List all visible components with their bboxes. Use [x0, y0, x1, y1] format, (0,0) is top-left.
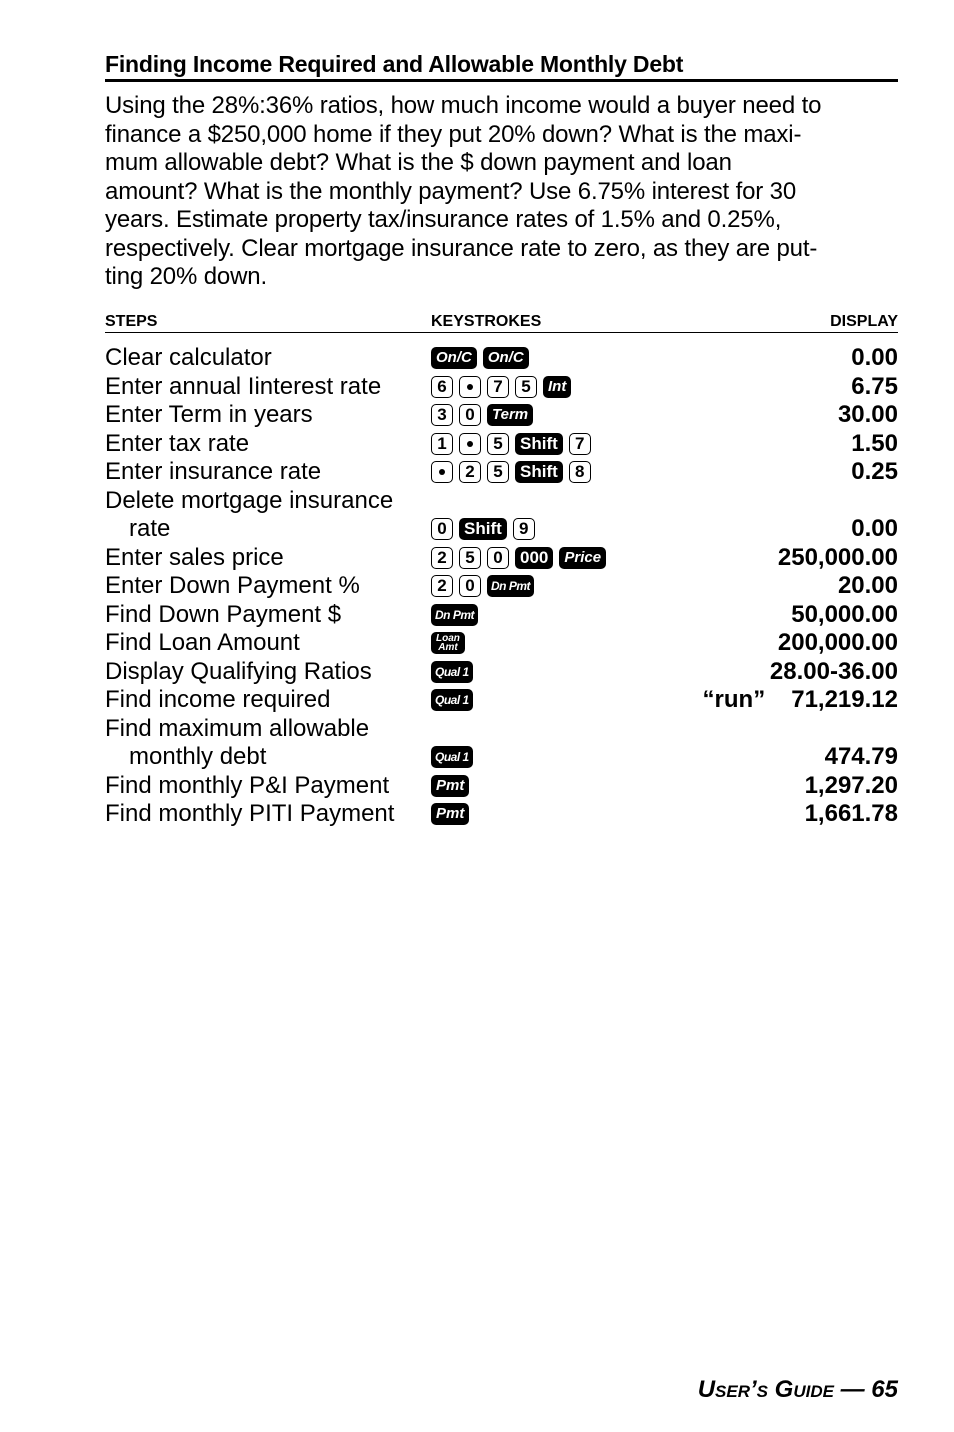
section-title: Finding Income Required and Allowable Monthly Debt — [105, 50, 898, 82]
digit-7-key-icon: 7 — [487, 376, 509, 398]
keystrokes — [431, 544, 606, 573]
table-header — [105, 312, 898, 333]
intro-line: finance a $250,000 home if they put 20% down? What is the maxi- — [105, 120, 802, 148]
on-c-key-icon: On/C — [431, 347, 477, 369]
keystrokes — [431, 401, 533, 430]
step-label: Enter Down Payment % — [105, 572, 360, 599]
display-value: 6.75 — [851, 372, 898, 400]
intro-line: years. Estimate property tax/insurance rates of 1.5% and 0.25%, — [105, 206, 782, 233]
shift-key-icon: Shift — [515, 433, 563, 455]
keystrokes — [431, 572, 534, 601]
step-label: Enter insurance rate — [105, 458, 322, 485]
display-value: 1.50 — [851, 429, 898, 457]
digit-9-key-icon: 9 — [513, 518, 535, 540]
intro-paragraph — [105, 92, 905, 292]
display-value: 28.00-36.00 — [769, 657, 898, 685]
table-row — [105, 401, 898, 430]
digit-6-key-icon: 6 — [431, 376, 453, 398]
int-key-icon: Int — [543, 376, 571, 398]
digit-0-key-icon: 0 — [431, 518, 453, 540]
digit-5-key-icon: 5 — [487, 433, 509, 455]
pmt-key-icon: Pmt — [431, 803, 469, 825]
display-value: 200,000.00 — [777, 629, 898, 656]
step-label-line1: Find maximum allowable — [105, 714, 370, 742]
display-value: 1,661.78 — [804, 800, 898, 827]
step-label-line2: monthly debt — [129, 743, 267, 770]
display-value: 0.00 — [851, 344, 898, 371]
table-row — [105, 544, 898, 573]
dn-pmt-key-icon: Dn Pmt — [431, 604, 478, 626]
display-value: 474.79 — [824, 743, 898, 770]
step-label: Find Down Payment $ — [105, 600, 342, 628]
step-label — [105, 715, 369, 772]
page-number: 65 — [871, 1376, 898, 1403]
shift-key-icon: Shift — [459, 518, 507, 540]
keystrokes — [431, 430, 591, 459]
display-value: 0.25 — [851, 458, 898, 485]
table-row — [105, 572, 898, 601]
keystrokes — [431, 629, 465, 658]
table-row — [105, 344, 898, 373]
decimal-key-icon — [459, 376, 481, 398]
run-indicator: “run” — [702, 686, 766, 713]
digit-3-key-icon: 3 — [431, 404, 453, 426]
digit-2-key-icon: 2 — [431, 547, 453, 569]
step-label: Find income required — [105, 686, 331, 713]
loan-amt-key-icon: Loan Amt — [431, 632, 465, 654]
digit-5-key-icon: 5 — [487, 461, 509, 483]
digit-5-key-icon: 5 — [515, 376, 537, 398]
keystrokes — [431, 344, 529, 373]
qual-1-key-icon: Qual 1 — [431, 746, 473, 768]
footer-separator: — — [840, 1376, 865, 1403]
step-label — [105, 487, 393, 544]
display-value: 20.00 — [837, 572, 898, 599]
header-display: DISPLAY — [830, 313, 898, 330]
step-label: Find monthly P&I Payment — [105, 771, 390, 799]
digit-2-key-icon: 2 — [459, 461, 481, 483]
page-footer — [698, 1375, 898, 1405]
step-label: Enter tax rate — [105, 429, 250, 457]
qual-1-key-icon: Qual 1 — [431, 661, 473, 683]
keystrokes — [431, 601, 478, 630]
step-label-line2: rate — [129, 515, 171, 542]
keystrokes — [431, 772, 469, 801]
table-row — [105, 715, 898, 772]
keystrokes — [431, 373, 571, 402]
display-value: 30.00 — [837, 401, 898, 428]
table-row — [105, 658, 898, 687]
intro-line: Using the 28%:36% ratios, how much income would a buyer need to — [105, 92, 822, 119]
digit-7-key-icon: 7 — [569, 433, 591, 455]
table-row — [105, 629, 898, 658]
header-steps: STEPS — [105, 313, 158, 330]
qual-1-key-icon: Qual 1 — [431, 689, 473, 711]
digit-2-key-icon: 2 — [431, 575, 453, 597]
display-value: 50,000.00 — [791, 600, 898, 628]
decimal-key-icon — [459, 433, 481, 455]
step-label: Display Qualifying Ratios — [105, 657, 372, 685]
dn-pmt-key-icon: Dn Pmt — [487, 575, 534, 597]
intro-line: respectively. Clear mortgage insurance rate to zero, as they are put- — [105, 234, 818, 262]
step-label: Enter annual Iinterest rate — [105, 372, 382, 400]
step-label: Find Loan Amount — [105, 629, 300, 656]
term-key-icon: Term — [487, 404, 533, 426]
guide-label: User’s Guide — [697, 1376, 834, 1403]
pmt-key-icon: Pmt — [431, 775, 469, 797]
table-row — [105, 800, 898, 829]
keystrokes — [431, 686, 473, 715]
step-label: Clear calculator — [105, 344, 272, 371]
digit-0-key-icon: 0 — [487, 547, 509, 569]
intro-line: mum allowable debt? What is the $ down payment and loan — [105, 149, 732, 176]
price-key-icon: Price — [559, 547, 606, 569]
intro-line: amount? What is the monthly payment? Use 6.75% interest for 30 — [105, 177, 797, 205]
header-keystrokes: KEYSTROKES — [431, 313, 542, 330]
table-row — [105, 373, 898, 402]
step-label: Find monthly PITI Payment — [105, 800, 395, 827]
step-label: Enter Term in years — [105, 401, 313, 428]
keystrokes — [431, 800, 469, 829]
keystrokes — [431, 743, 473, 772]
table-row — [105, 458, 898, 487]
triple-zero-key-icon: 000 — [515, 547, 553, 569]
digit-1-key-icon: 1 — [431, 433, 453, 455]
table-row — [105, 601, 898, 630]
digit-5-key-icon: 5 — [459, 547, 481, 569]
intro-line: ting 20% down. — [105, 263, 268, 290]
keystrokes — [431, 515, 535, 544]
shift-key-icon: Shift — [515, 461, 563, 483]
steps-table — [105, 344, 898, 829]
step-label: Enter sales price — [105, 543, 284, 571]
display-value-with-run — [703, 686, 898, 715]
digit-8-key-icon: 8 — [569, 461, 591, 483]
keystrokes — [431, 658, 473, 687]
table-row — [105, 430, 898, 459]
keystrokes — [431, 458, 591, 487]
display-value: 0.00 — [851, 515, 898, 542]
display-value: 1,297.20 — [804, 771, 898, 799]
table-row — [105, 487, 898, 544]
step-label-line1: Delete mortgage insurance — [105, 486, 394, 514]
digit-0-key-icon: 0 — [459, 404, 481, 426]
decimal-key-icon — [431, 461, 453, 483]
table-row — [105, 686, 898, 715]
display-value: 250,000.00 — [777, 543, 898, 571]
on-c-key-icon: On/C — [483, 347, 529, 369]
display-value: 71,219.12 — [791, 686, 898, 713]
digit-0-key-icon: 0 — [459, 575, 481, 597]
table-row — [105, 772, 898, 801]
